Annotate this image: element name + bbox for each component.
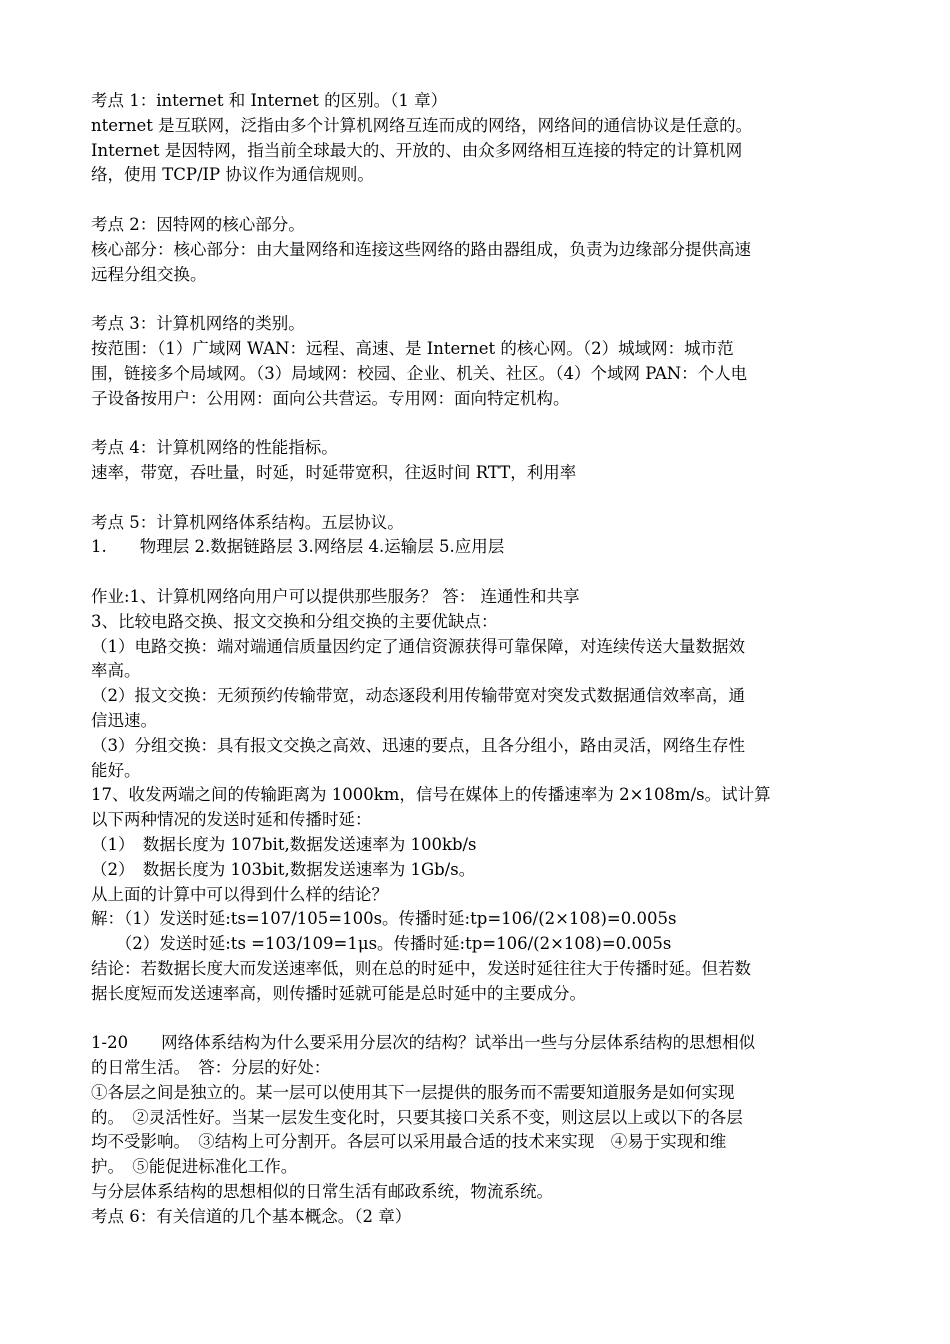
text-line: 护。 ⑤能促进标准化工作。	[91, 1157, 298, 1177]
text-line: 解：（1）发送时延:ts=107/105=100s。传播时延:tp=106/(2×108)=0.005s	[91, 909, 677, 929]
document-page	[91, 89, 866, 1230]
blank-line	[91, 287, 866, 312]
text-line: Internet 是因特网，指当前全球最大的、开放的、由众多网络相互连接的特定的计算机网	[91, 140, 743, 160]
text-line: （1） 数据长度为 107bit,数据发送速率为 100kb/s	[91, 834, 477, 854]
text-line: 考点 4：计算机网络的性能指标。	[91, 438, 338, 458]
blank-line	[91, 1006, 866, 1031]
text-line: 据长度短而发送速率高，则传播时延就可能是总时延中的主要成分。	[91, 983, 586, 1003]
text-line: 考点 3：计算机网络的类别。	[91, 314, 305, 334]
text-line: 率高。	[91, 661, 141, 681]
text-line: nternet 是互联网，泛指由多个计算机网络互连而成的网络，网络间的通信协议是任意的。	[91, 115, 753, 135]
text-line: 均不受影响。 ③结构上可分割开。各层可以采用最合适的技术来实现 ④易于实现和维	[91, 1132, 727, 1152]
text-line: 1-20 网络体系结构为什么要采用分层次的结构？试举出一些与分层体系结构的思想相似	[91, 1033, 756, 1053]
text-line: 考点 5：计算机网络体系结构。五层协议。	[91, 512, 404, 532]
text-line: （2）报文交换：无须预约传输带宽，动态逐段利用传输带宽对突发式数据通信效率高，通	[91, 686, 745, 706]
blank-line	[91, 486, 866, 511]
text-line: 信迅速。	[91, 710, 157, 730]
text-line: 1. 物理层 2.数据链路层 3.网络层 4.运输层 5.应用层	[91, 537, 505, 557]
text-line: 核心部分：核心部分：由大量网络和连接这些网络的路由器组成，负责为边缘部分提供高速	[91, 239, 751, 259]
text-line: 以下两种情况的发送时延和传播时延：	[91, 810, 372, 830]
text-line: 与分层体系结构的思想相似的日常生活有邮政系统，物流系统。	[91, 1182, 553, 1202]
text-line: ①各层之间是独立的。某一层可以使用其下一层提供的服务而不需要知道服务是如何实现	[91, 1082, 735, 1102]
text-line: （2） 数据长度为 103bit,数据发送速率为 1Gb/s。	[91, 859, 476, 879]
text-line: （1）电路交换：端对端通信质量因约定了通信资源获得可靠保障，对连续传送大量数据效	[91, 636, 745, 656]
text-line: 络，使用 TCP/IP 协议作为通信规则。	[91, 165, 374, 185]
text-line: 速率，带宽，吞吐量，时延，时延带宽积，往返时间 RTT，利用率	[91, 462, 577, 482]
text-line: 结论：若数据长度大而发送速率低，则在总的时延中，发送时延往往大于传播时延。但若数	[91, 958, 751, 978]
text-line: 3、比较电路交换、报文交换和分组交换的主要优缺点：	[91, 611, 498, 631]
text-line: 的。 ②灵活性好。当某一层发生变化时，只要其接口关系不变，则这层以上或以下的各层	[91, 1107, 743, 1127]
text-line: 子设备按用户：公用网：面向公共营运。专用网：面向特定机构。	[91, 388, 570, 408]
text-line: 的日常生活。 答：分层的好处：	[91, 1058, 331, 1078]
text-line: （2）发送时延:ts =103/109=1μs。传播时延:tp=106/(2×108)=0.005s	[91, 934, 672, 954]
text-line: 作业:1、计算机网络向用户可以提供那些服务？ 答： 连通性和共享	[91, 586, 580, 606]
text-line: 考点 6：有关信道的几个基本概念。（2 章）	[91, 1206, 412, 1226]
text-line: 围，链接多个局域网。（3）局域网：校园、企业、机关、社区。（4）个域网 PAN：个人电	[91, 363, 748, 383]
text-line: 远程分组交换。	[91, 264, 207, 284]
blank-line	[91, 560, 866, 585]
text-line: 17、收发两端之间的传输距离为 1000km，信号在媒体上的传播速率为 2×108m/s。试计算	[91, 785, 771, 805]
text-line: 按范围：（1）广域网 WAN：远程、高速、是 Internet 的核心网。（2）城域网：城市范	[91, 338, 734, 358]
blank-line	[91, 411, 866, 436]
blank-line	[91, 188, 866, 213]
text-line: 考点 1：internet 和 Internet 的区别。（1 章）	[91, 91, 448, 110]
text-line: 从上面的计算中可以得到什么样的结论？	[91, 884, 388, 904]
text-line: 考点 2：因特网的核心部分。	[91, 214, 305, 234]
text-line: （3）分组交换：具有报文交换之高效、迅速的要点，且各分组小，路由灵活，网络生存性	[91, 735, 745, 755]
text-line: 能好。	[91, 760, 141, 780]
